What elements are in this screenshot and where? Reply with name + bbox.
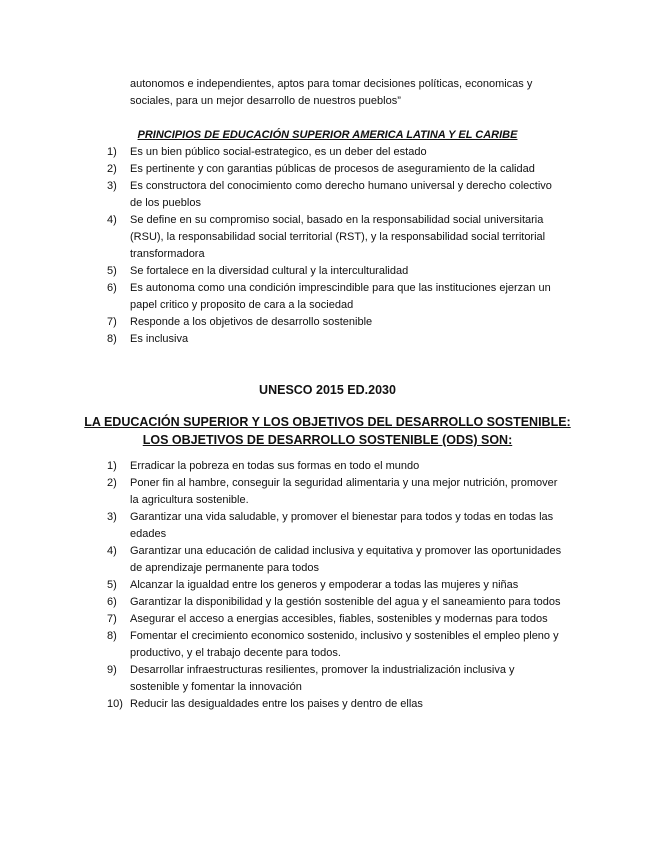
- intro-line-2: sociales, para un mejor desarrollo de nuestros pueblos”: [130, 95, 401, 107]
- list-item: [0, 628, 565, 662]
- list-item: [0, 212, 565, 263]
- list-item: [0, 144, 565, 161]
- item-text: Poner fin al hambre, conseguir la seguridad alimentaria y una mejor nutrición, promover la agricultura sostenible.: [130, 477, 558, 506]
- list-item: [0, 178, 565, 212]
- item-number: 7): [107, 613, 117, 625]
- item-number: 2): [107, 163, 117, 175]
- item-text: Reducir las desigualdades entre los paises y dentro de ellas: [130, 698, 423, 710]
- item-text: Se fortalece en la diversidad cultural y la interculturalidad: [130, 265, 409, 277]
- list-item: [0, 543, 565, 577]
- intro-paragraph: [130, 76, 570, 110]
- list-item: [0, 577, 565, 594]
- item-number: 5): [107, 579, 117, 591]
- item-text: Garantizar la disponibilidad y la gestión sostenible del agua y el saneamiento para todos: [130, 596, 561, 608]
- item-text: Garantizar una educación de calidad inclusiva y equitativa y promover las oportunidades de aprendizaje permanente para todos: [130, 545, 562, 574]
- item-number: 6): [107, 596, 117, 608]
- list-item: [0, 263, 565, 280]
- list-item: [0, 696, 565, 713]
- unesco-heading: UNESCO 2015 ED.2030: [259, 383, 396, 397]
- item-text: Erradicar la pobreza en todas sus formas en todo el mundo: [130, 460, 420, 472]
- item-text: Es constructora del conocimiento como derecho humano universal y derecho colectivo de los pueblos: [130, 180, 552, 209]
- item-text: Asegurar el acceso a energias accesibles, fiables, sostenibles y modernas para todos: [130, 613, 548, 625]
- list-item: [0, 594, 565, 611]
- list-item: [0, 662, 565, 696]
- item-number: 4): [107, 214, 117, 226]
- ods-heading-line-1: LA EDUCACIÓN SUPERIOR Y LOS OBJETIVOS DEL DESARROLLO SOSTENIBLE:: [84, 415, 571, 429]
- item-text: Fomentar el crecimiento economico sostenido, inclusivo y sostenibles el empleo pleno y productivo, y el trabajo decente para todos.: [130, 630, 559, 659]
- item-number: 1): [107, 460, 117, 472]
- item-text: Es inclusiva: [130, 333, 189, 345]
- item-text: Desarrollar infraestructuras resilientes, promover la industrialización inclusiva y sostenible y fomentar la innovación: [130, 664, 515, 693]
- item-number: 3): [107, 511, 117, 523]
- item-number: 5): [107, 265, 117, 277]
- item-text: Se define en su compromiso social, basado en la responsabilidad social universitaria (RSU), la responsabilidad social territorial (RST), y la responsabilidad social territorial transformadora: [130, 214, 546, 260]
- item-text: Es autonoma como una condición imprescindible para que las instituciones ejerzan un papel critico y proposito de cara a la sociedad: [130, 282, 551, 311]
- ods-heading-line-2: LOS OBJETIVOS DE DESARROLLO SOSTENIBLE (ODS) SON:: [142, 433, 513, 447]
- item-number: 8): [107, 333, 117, 345]
- ods-heading: [0, 413, 655, 449]
- item-number: 1): [107, 146, 117, 158]
- item-text: Garantizar una vida saludable, y promover el bienestar para todos y todas en todas las edades: [130, 511, 554, 540]
- item-text: Responde a los objetivos de desarrollo sostenible: [130, 316, 373, 328]
- ods-list: [0, 458, 565, 713]
- intro-line-1: autonomos e independientes, aptos para tomar decisiones políticas, economicas y: [130, 78, 533, 90]
- list-item: [0, 314, 565, 331]
- list-item: [0, 331, 565, 348]
- item-number: 8): [107, 630, 117, 642]
- list-item: [0, 509, 565, 543]
- list-item: [0, 458, 565, 475]
- list-item: [0, 280, 565, 314]
- principles-title: PRINCIPIOS DE EDUCACIÓN SUPERIOR AMERICA LATINA Y EL CARIBE: [137, 129, 518, 141]
- list-item: [0, 475, 565, 509]
- item-number: 7): [107, 316, 117, 328]
- item-number: 9): [107, 664, 117, 676]
- item-text: Alcanzar la igualdad entre los generos y empoderar a todas las mujeres y niñas: [130, 579, 519, 591]
- item-number: 10): [107, 698, 123, 710]
- item-text: Es un bien público social-estrategico, es un deber del estado: [130, 146, 427, 158]
- item-text: Es pertinente y con garantias públicas de procesos de aseguramiento de la calidad: [130, 163, 535, 175]
- item-number: 3): [107, 180, 117, 192]
- item-number: 2): [107, 477, 117, 489]
- item-number: 4): [107, 545, 117, 557]
- item-number: 6): [107, 282, 117, 294]
- principles-list: [0, 144, 565, 348]
- list-item: [0, 161, 565, 178]
- list-item: [0, 611, 565, 628]
